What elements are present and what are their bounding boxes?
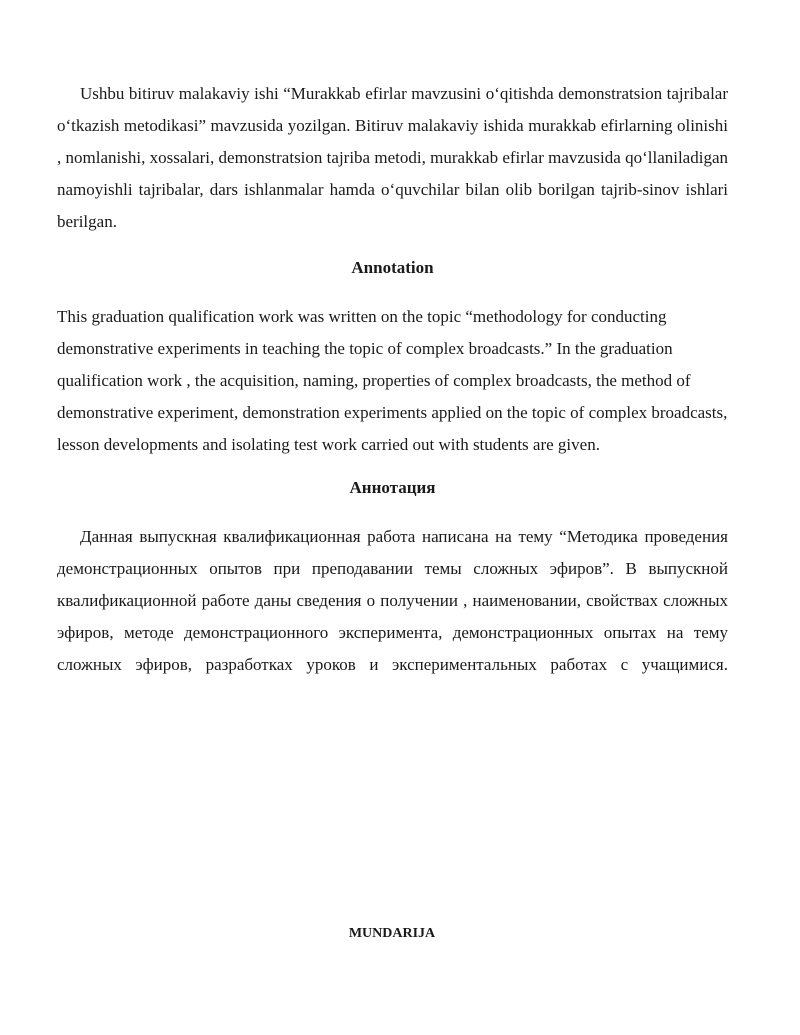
uzbek-abstract-paragraph: Ushbu bitiruv malakaviy ishi “Murakkab efirlar mavzusini o‘qitishda demonstratsion tajribalar o‘tkazish metodikasi” mavzusida yozilgan. Bitiruv malakaviy ishida murakkab efirlarning olinishi , nomlanishi, xossalari, demonstratsion tajriba metodi, murakkab efirlar mavzusida qo‘llaniladigan namoyishli tajribalar, dars ishlanmalar hamda o‘quvchilar bilan olib borilgan tajrib-sinov ishlari berilgan. xyxy=(57,84,728,231)
contents-heading: MUNDARIJA xyxy=(348,926,436,941)
russian-abstract-paragraph: Данная выпускная квалификационная работа написана на тему “Методика проведения демонстрационных опытов при преподавании темы сложных эфиров”. В выпускной квалификационной работе даны сведения о получении , наименовании, свойствах сложных эфиров, методе демонстрационного эксперимента, демонстрационных опытах на тему сложных эфиров, разработках уроков и экспериментальных работах с учащимися. xyxy=(57,527,728,674)
russian-annotation-heading: Аннотация xyxy=(349,478,436,497)
english-abstract-paragraph: This graduation qualification work was written on the topic “methodology for conducting demonstrative experiments in teaching the topic of complex broadcasts.” In the graduation qualification work , the acquisition, naming, properties of complex broadcasts, the method of demonstrative experiment, demonstration experiments applied on the topic of complex broadcasts, lesson developments and isolating test work carried out with students are given. xyxy=(57,307,728,454)
annotation-heading: Annotation xyxy=(351,258,434,277)
